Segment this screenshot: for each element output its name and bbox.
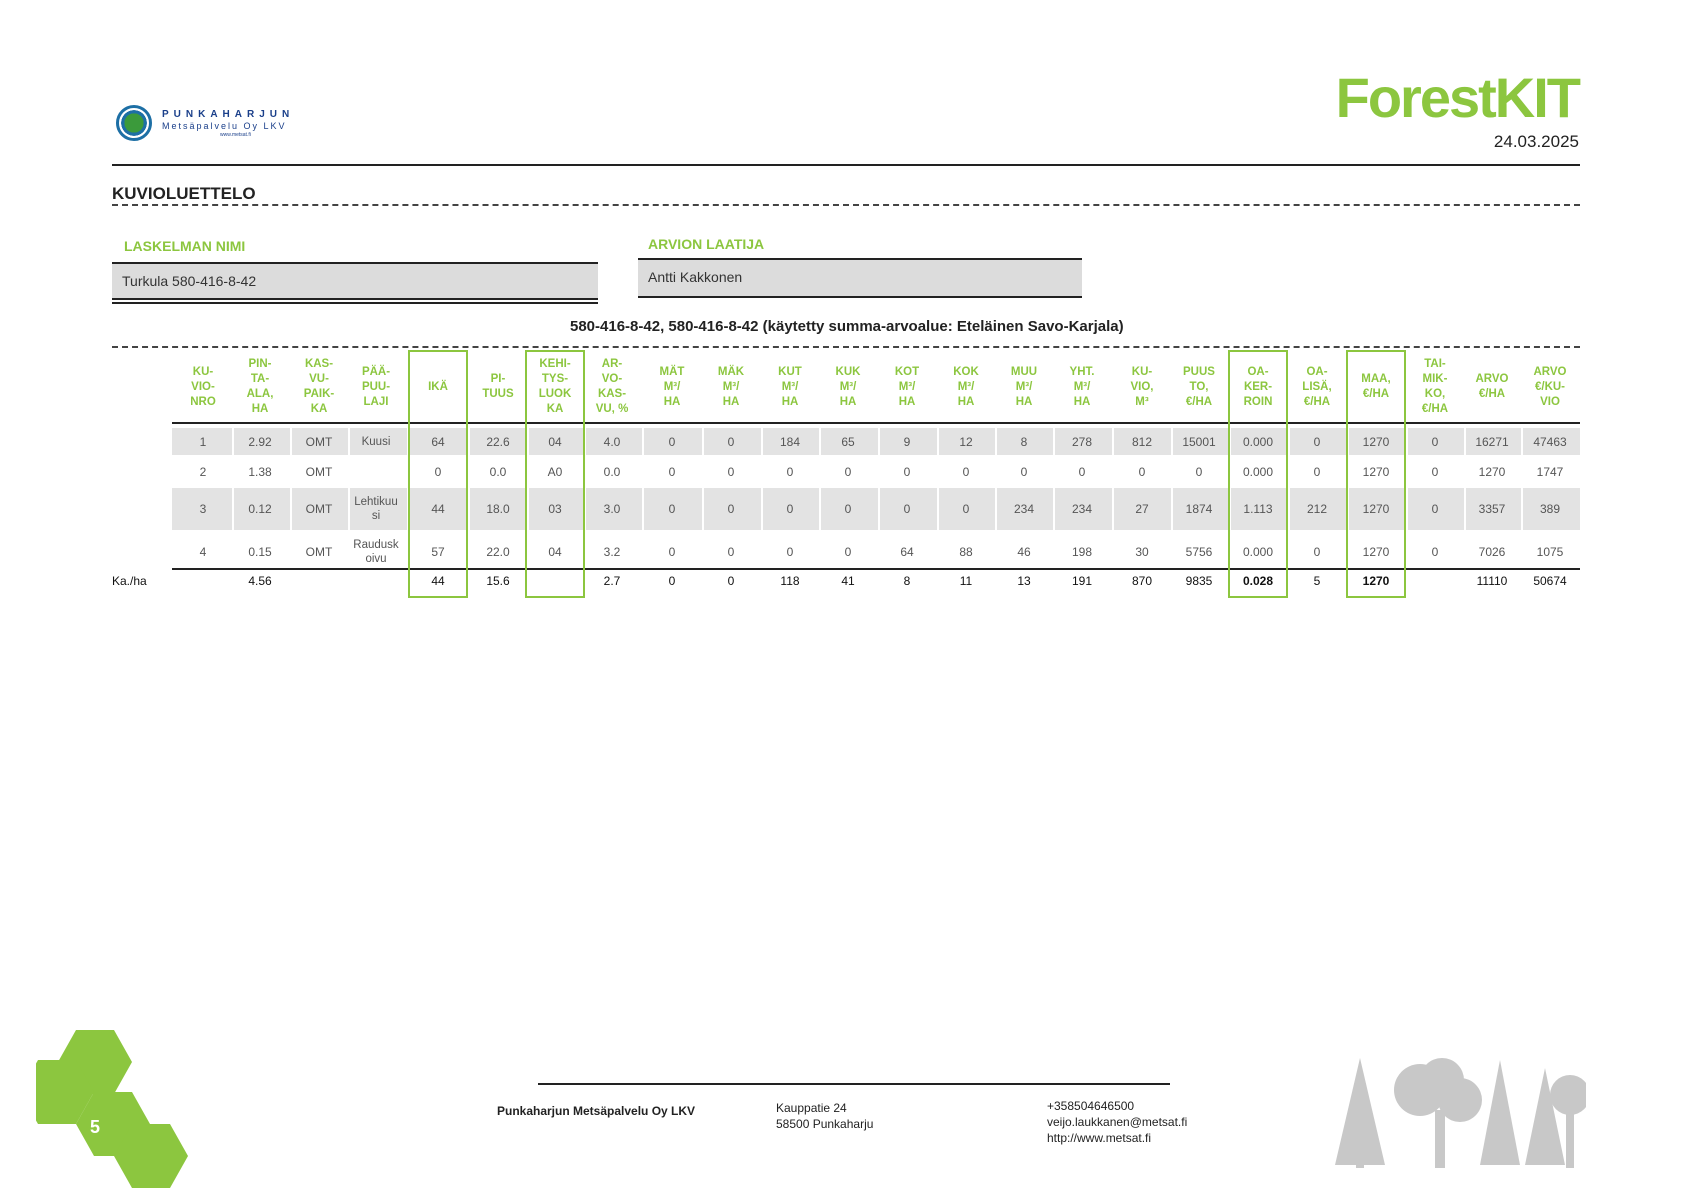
- table-cell: 0: [786, 464, 794, 479]
- column-header-line: LAJI: [363, 395, 389, 408]
- table-cell: 15001: [1182, 434, 1216, 449]
- column-header-line: VU, %: [595, 403, 629, 415]
- summary-cell: 50674: [1533, 574, 1567, 588]
- table-cell: 12: [959, 434, 973, 449]
- summary-cell: 8: [903, 574, 911, 588]
- column-header-line: HA: [957, 395, 975, 408]
- table-cell: 0: [786, 545, 794, 559]
- page-number: 5: [90, 1117, 101, 1137]
- logo-company-name: PUNKAHARJUN: [162, 109, 295, 120]
- summary-cell: 11110: [1476, 574, 1508, 588]
- column-header-line: M³/: [781, 380, 799, 393]
- column-header-line: HA: [722, 395, 740, 408]
- table-cell: 44: [431, 502, 445, 516]
- column-header-line: TAI-: [1424, 358, 1446, 370]
- section-title: KUVIOLUETTELO: [112, 184, 256, 203]
- column-header-line: PÄÄ-: [361, 365, 391, 378]
- column-header-line: €/KU-: [1534, 380, 1566, 393]
- column-header-line: MUU: [1010, 365, 1038, 378]
- table-cell: 0: [1313, 545, 1321, 559]
- column-header-line: KER-: [1243, 380, 1273, 393]
- table-cell: 0: [668, 464, 676, 479]
- column-header-line: YHT.: [1069, 365, 1095, 378]
- table-cell: 0: [727, 502, 735, 516]
- table-cell: 0: [1078, 464, 1086, 479]
- summary-cell: 15.6: [486, 574, 510, 588]
- column-header-line: M³/: [1015, 380, 1033, 393]
- table-cell: A0: [547, 464, 563, 479]
- column-header: [1522, 365, 1578, 410]
- table-cell: 0: [1313, 464, 1321, 479]
- table-cell: 0: [1138, 464, 1146, 479]
- column-header-line: HA: [781, 395, 799, 408]
- footer-phone: +358504646500: [1047, 1099, 1135, 1113]
- table-cell: 0.000: [1242, 464, 1274, 479]
- column-header: [291, 357, 347, 417]
- table-cell: 04: [548, 434, 562, 449]
- table-cell: 234: [1013, 502, 1035, 516]
- column-header-line: HA: [839, 395, 857, 408]
- column-header-line: €/HA: [1478, 388, 1506, 400]
- table-cell: 1270: [1362, 502, 1390, 516]
- table-cell: OMT: [305, 464, 333, 479]
- column-header-line: LISÄ,: [1302, 380, 1332, 393]
- column-header-line: M³/: [663, 380, 681, 393]
- column-header: [1289, 365, 1345, 410]
- column-header-line: MÄK: [717, 365, 745, 378]
- column-header-line: HA: [898, 395, 916, 408]
- table-cell: 2.92: [248, 434, 272, 449]
- column-highlight: [1228, 350, 1288, 598]
- table-cell: 1: [199, 434, 207, 449]
- table-cell: 27: [1135, 502, 1149, 516]
- table-cell: 812: [1131, 434, 1153, 449]
- column-header-line: M³/: [957, 380, 975, 393]
- column-header-line: KAS-: [597, 388, 627, 400]
- table-cell: Raudusk oivu: [353, 539, 399, 565]
- table-cell: 0: [1431, 545, 1439, 559]
- table-cell: 0.0: [489, 464, 507, 479]
- table-cell: 03: [548, 502, 562, 516]
- table-cell: 8: [1020, 434, 1028, 449]
- summary-cell: 0.028: [1242, 574, 1274, 588]
- column-header: [1114, 365, 1170, 410]
- table-cell: 64: [900, 545, 914, 559]
- table-cell: OMT: [305, 502, 333, 516]
- column-header-line: LUOK: [538, 388, 572, 400]
- table-cell: 0: [1020, 464, 1028, 479]
- table-cell: 0.12: [248, 502, 272, 516]
- table-cell: 0: [962, 502, 970, 516]
- column-header-line: KA: [546, 403, 564, 415]
- table-cell: 0: [727, 464, 735, 479]
- table-cell: 4.0: [603, 434, 621, 449]
- table-cell: 16271: [1475, 434, 1509, 449]
- table-cell: 1.38: [248, 464, 272, 479]
- column-header: [644, 365, 700, 410]
- column-header-line: MAA,: [1361, 373, 1391, 385]
- column-header: [1054, 365, 1110, 410]
- table-cell: 0: [727, 545, 735, 559]
- table-cell: 0: [844, 545, 852, 559]
- table-cell: [348, 457, 404, 486]
- column-header: [175, 365, 231, 410]
- table-cell: 0: [903, 464, 911, 479]
- column-header-line: €/HA: [1421, 403, 1449, 415]
- table-cell: 0: [903, 502, 911, 516]
- column-header-line: NRO: [190, 395, 216, 408]
- column-header-line: KAS-: [304, 358, 334, 370]
- summary-cell: 5: [1313, 574, 1321, 588]
- column-header-line: VIO: [1540, 395, 1560, 408]
- brand-logo: ForestKIT: [1335, 66, 1579, 129]
- column-header-line: MIK-: [1422, 373, 1448, 385]
- table-cell: 0: [1431, 434, 1439, 449]
- table-cell: 1.113: [1243, 502, 1273, 516]
- column-header-line: M³/: [1073, 380, 1091, 393]
- column-header-line: HA: [663, 395, 681, 408]
- calc-name-label: LASKELMAN NIMI: [124, 238, 246, 254]
- table-cell: 1270: [1362, 434, 1390, 449]
- table-cell: 389: [1539, 502, 1561, 516]
- column-header-line: PAIK-: [303, 388, 335, 400]
- column-header: [348, 365, 404, 410]
- column-header-line: ROIN: [1243, 395, 1273, 408]
- column-header: [470, 372, 526, 402]
- table-cell: 3.2: [603, 545, 621, 559]
- column-header-line: VU-: [309, 373, 329, 385]
- column-header: [820, 365, 876, 410]
- table-cell: 0: [668, 502, 676, 516]
- table-cell: 5756: [1185, 545, 1213, 559]
- column-header-line: M³: [1135, 395, 1149, 408]
- table-cell: Kuusi: [361, 435, 391, 448]
- report-date: 24.03.2025: [1493, 132, 1579, 151]
- table-cell: 3: [199, 502, 207, 516]
- column-header-line: M³/: [839, 380, 857, 393]
- table-cell: 88: [959, 545, 973, 559]
- table-cell: 1747: [1536, 464, 1564, 479]
- table-cell: OMT: [305, 434, 333, 449]
- summary-cell: 118: [780, 574, 800, 588]
- summary-cell: 11: [959, 574, 973, 588]
- column-header-line: ALA,: [246, 388, 274, 400]
- summary-cell: 4.56: [248, 574, 272, 588]
- column-header-line: PUU-: [361, 380, 391, 393]
- column-header-line: ARVO: [1533, 365, 1567, 378]
- footer-address-city: 58500 Punkaharju: [776, 1117, 874, 1131]
- column-header-line: PUUS: [1183, 365, 1215, 378]
- column-header-line: IKÄ: [428, 380, 448, 393]
- table-cell: 278: [1071, 434, 1093, 449]
- table-cell: 1075: [1536, 545, 1564, 559]
- footer-address-street: Kauppatie 24: [776, 1101, 847, 1115]
- column-header-line: PIN-: [248, 358, 272, 370]
- column-header-line: TO,: [1189, 380, 1209, 393]
- table-cell: 7026: [1478, 545, 1506, 559]
- column-header-line: MÄT: [659, 365, 685, 378]
- table-cell: 0: [962, 464, 970, 479]
- table-cell: 4: [199, 545, 207, 559]
- column-header-line: TUUS: [482, 388, 514, 400]
- column-header-line: HA: [1073, 395, 1091, 408]
- table-cell: 22.6: [486, 434, 510, 449]
- table-cell: Lehtikuu si: [354, 496, 398, 522]
- column-header-line: KA: [310, 403, 328, 415]
- column-header-line: KU-: [192, 365, 214, 378]
- table-cell: 0: [1313, 434, 1321, 449]
- estimator-value: Antti Kakkonen: [648, 269, 743, 285]
- footer-company: Punkaharjun Metsäpalvelu Oy LKV: [497, 1104, 696, 1118]
- table-cell: 0.15: [248, 545, 272, 559]
- table-cell: 0: [727, 434, 735, 449]
- column-header-line: M³/: [898, 380, 916, 393]
- summary-cell: 0: [668, 574, 676, 588]
- table-cell: OMT: [305, 545, 333, 559]
- page-hexagon-icon: [36, 1030, 196, 1200]
- column-header: [879, 365, 935, 410]
- table-cell: 46: [1017, 545, 1031, 559]
- table-cell: 22.0: [486, 545, 510, 559]
- column-highlight: [525, 350, 585, 598]
- column-header-line: KO,: [1424, 388, 1446, 400]
- table-cell: 18.0: [486, 502, 510, 516]
- table-cell: 234: [1071, 502, 1093, 516]
- table-cell: 3357: [1478, 502, 1506, 516]
- table-cell: 0: [1431, 464, 1439, 479]
- column-header: [584, 357, 640, 417]
- column-header-line: KOK: [953, 365, 979, 378]
- table-cell: 3.0: [603, 502, 621, 516]
- column-header-line: TA-: [250, 373, 270, 385]
- column-header: [996, 365, 1052, 410]
- footer-divider: [538, 1083, 1170, 1085]
- table-cell: 0: [786, 502, 794, 516]
- column-header-line: KEHI-: [539, 358, 571, 370]
- column-header-line: VIO-: [191, 380, 215, 393]
- table-cell: 1270: [1362, 545, 1390, 559]
- column-header-line: HA: [251, 403, 269, 415]
- table-cell: 2: [199, 464, 207, 479]
- column-header: [762, 365, 818, 410]
- table-cell: 198: [1071, 545, 1093, 559]
- column-header-line: HA: [1015, 395, 1033, 408]
- column-header-line: €/HA: [1362, 388, 1390, 400]
- column-highlight: [408, 350, 468, 598]
- summary-cell: 2.7: [603, 574, 621, 588]
- column-header: [232, 357, 288, 417]
- table-cell: 0: [844, 464, 852, 479]
- summary-cell: 870: [1131, 574, 1153, 588]
- table-cell: 0.000: [1242, 434, 1274, 449]
- logo-company-sub: Metsäpalvelu Oy LKV: [162, 121, 287, 131]
- table-cell: 64: [431, 434, 445, 449]
- table-title: 580-416-8-42, 580-416-8-42 (käytetty summa-arvoalue: Eteläinen Savo-Karjala): [570, 318, 1124, 335]
- column-header: [1407, 357, 1463, 417]
- column-header-line: KU-: [1131, 365, 1153, 378]
- table-cell: 184: [779, 434, 801, 449]
- table-cell: 30: [1135, 545, 1149, 559]
- estimator-label: ARVION LAATIJA: [648, 236, 765, 252]
- column-header: [1171, 365, 1227, 410]
- column-header: [703, 365, 759, 410]
- table-cell: 9: [903, 434, 911, 449]
- table-cell: 0: [1431, 502, 1439, 516]
- column-header-line: KUT: [778, 365, 802, 378]
- table-cell: 1270: [1478, 464, 1506, 479]
- summary-cell: 0: [727, 574, 735, 588]
- table-cell: 0: [668, 545, 676, 559]
- logo-company-web: www.metsat.fi: [220, 132, 251, 138]
- table-cell: 0: [1195, 464, 1203, 479]
- column-header-line: €/HA: [1185, 395, 1213, 408]
- summary-cell: 41: [841, 574, 855, 588]
- table-cell: 0: [844, 502, 852, 516]
- column-header-line: €/HA: [1303, 395, 1331, 408]
- column-header-line: ARVO: [1475, 373, 1509, 385]
- column-highlight: [1346, 350, 1406, 598]
- table-cell: 212: [1306, 502, 1328, 516]
- footer-contact: [1047, 1098, 1187, 1146]
- table-cell: 1874: [1185, 502, 1213, 516]
- column-header-line: KUK: [835, 365, 861, 378]
- summary-cell: 44: [431, 574, 445, 588]
- column-header-line: OA-: [1306, 365, 1328, 378]
- summary-cell: 1270: [1362, 574, 1390, 588]
- column-header-line: VO-: [601, 373, 623, 385]
- column-header: [938, 365, 994, 410]
- table-cell: 57: [431, 545, 445, 559]
- column-header-line: AR-: [601, 358, 623, 370]
- forest-trees-icon: [1330, 1050, 1586, 1170]
- calc-name-value: Turkula 580-416-8-42: [122, 273, 257, 289]
- column-header-line: KOT: [894, 365, 920, 378]
- table-cell: 65: [841, 434, 855, 449]
- table-cell: 47463: [1533, 434, 1567, 449]
- summary-label: Ka./ha: [112, 574, 147, 588]
- column-header-line: TYS-: [541, 373, 569, 385]
- table-cell: 0: [668, 434, 676, 449]
- column-header-line: VIO,: [1130, 380, 1154, 393]
- summary-cell: 9835: [1185, 574, 1213, 588]
- table-cell: 04: [548, 545, 562, 559]
- footer-web[interactable]: http://www.metsat.fi: [1047, 1131, 1152, 1145]
- column-header-line: M³/: [722, 380, 740, 393]
- footer-address: [776, 1100, 873, 1132]
- footer-email[interactable]: veijo.laukkanen@metsat.fi: [1047, 1115, 1188, 1129]
- table-cell: 0: [434, 464, 442, 479]
- table-cell: 0.0: [603, 464, 621, 479]
- summary-cell: 13: [1017, 574, 1031, 588]
- table-cell: 0.000: [1242, 545, 1274, 559]
- column-header: [1464, 372, 1520, 402]
- column-header-line: OA-: [1247, 365, 1269, 378]
- column-header-line: PI-: [490, 373, 506, 385]
- table-cell: 1270: [1362, 464, 1390, 479]
- summary-cell: 191: [1071, 574, 1093, 588]
